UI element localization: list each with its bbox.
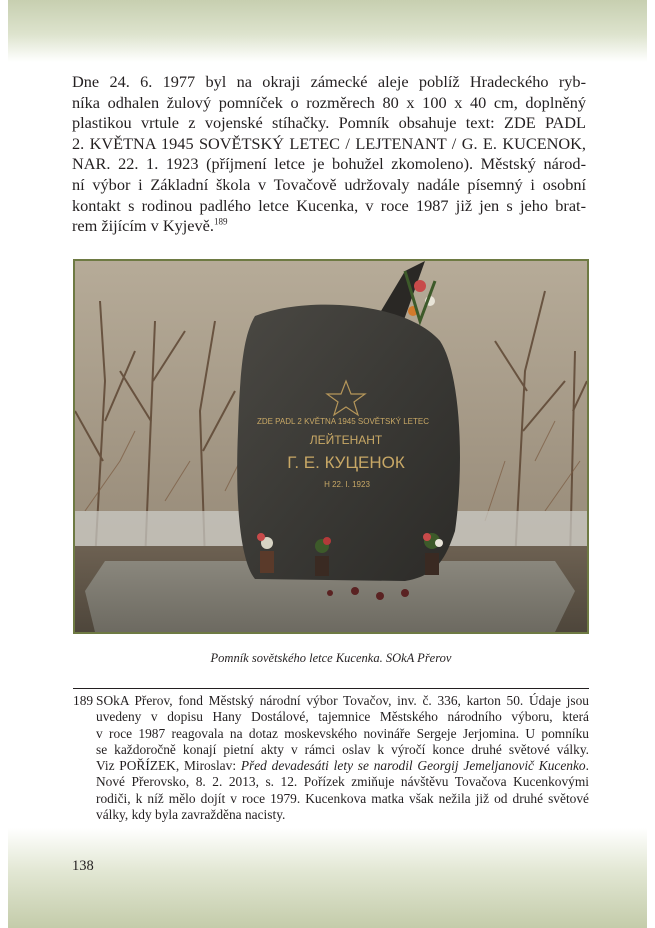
page-number: 138 <box>72 858 94 874</box>
body-line: níka odhalen žulový pomníček o rozměrech 80 x 100 x 40 cm, doplněný <box>72 92 586 112</box>
body-paragraph <box>72 72 586 237</box>
memorial-photo-illustration <box>75 261 587 632</box>
inscription-line-3: Г. Е. КУЦЕНОК <box>287 453 405 472</box>
footnote-divider <box>73 688 589 689</box>
memorial-photo <box>73 259 589 634</box>
footnote-line: v roce 1987 reagovala na dotaz moskevského novináře Sergeje Jerjomina. U pomníku <box>96 725 589 741</box>
body-line: 2. KVĚTNA 1945 SOVĚTSKÝ LETEC / LEJTENANT / G. E. KUCENOK, <box>72 133 586 153</box>
footnote-number: 189 <box>73 693 94 708</box>
footer-decoration-band <box>8 828 647 928</box>
footnote-line: uvedeny v dopisu Hany Dostálové, tajemnice Městského národního výboru, která <box>96 709 589 725</box>
footnote-article-title: Před devadesáti lety se narodil Georgij Jemeljanovič Kucenko <box>240 758 586 774</box>
footnote-189 <box>73 693 589 823</box>
footnote-line: se každoročně konají pietní akty v rámci oslav k výročí konce druhé světové války. <box>96 741 589 757</box>
header-decoration-band <box>8 0 647 62</box>
body-last-line-text: rem žijícím v Kyjevě. <box>72 216 214 236</box>
footnote-line <box>96 758 589 774</box>
footnote-text: Viz PO​ŘÍZEK, Miroslav: <box>96 758 241 774</box>
inscription-line-2: ЛЕЙТЕНАНТ <box>309 433 383 447</box>
footnote-text: . <box>585 758 589 774</box>
inscription-line-1: ZDE PADL 2 KVĚTNA 1945 SOVĚTSKÝ LETEC <box>256 417 430 426</box>
footnote-line: rodiči, k níž mělo dojít v roce 1979. Kucenkova matka však nežila již od druhé světové <box>96 790 589 806</box>
body-line: Dne 24. 6. 1977 byl na okraji zámecké aleje poblíž Hradeckého ryb- <box>72 72 586 91</box>
footnote-reference: 189 <box>213 216 228 227</box>
footnote-line: války, kdy byla zavražděna nacisty. <box>96 807 286 823</box>
body-line: ní výbor i Základní škola v Tovačově udržovaly nadále písemný i osobní <box>72 174 586 194</box>
footnote-body <box>96 693 589 823</box>
footnote-line: Nové Přerovsko, 8. 2. 2013, s. 12. Pořízek zmiňuje návštěvu Tovačova Kucenkovými <box>96 774 589 790</box>
photo-caption: Pomník sovětského letce Kucenka. SOkA Přerov <box>210 651 452 665</box>
body-line: kontakt s rodinou padlého letce Kucenka, v roce 1987 již jen s jeho brat- <box>72 195 586 215</box>
body-line <box>72 216 586 237</box>
inscription-line-4: Н 22. I. 1923 <box>324 480 370 489</box>
footnote-line: SOkA Přerov, fond Městský národní výbor Tovačov, inv. č. 336, karton 50. Údaje jsou <box>96 693 589 708</box>
body-line: plastikou vrtule z vojenské stíhačky. Pomník obsahuje text: ZDE PADL <box>72 113 586 133</box>
body-line: NAR. 22. 1. 1923 (příjmení letce je bohužel zkomoleno). Městský národ- <box>72 154 586 174</box>
